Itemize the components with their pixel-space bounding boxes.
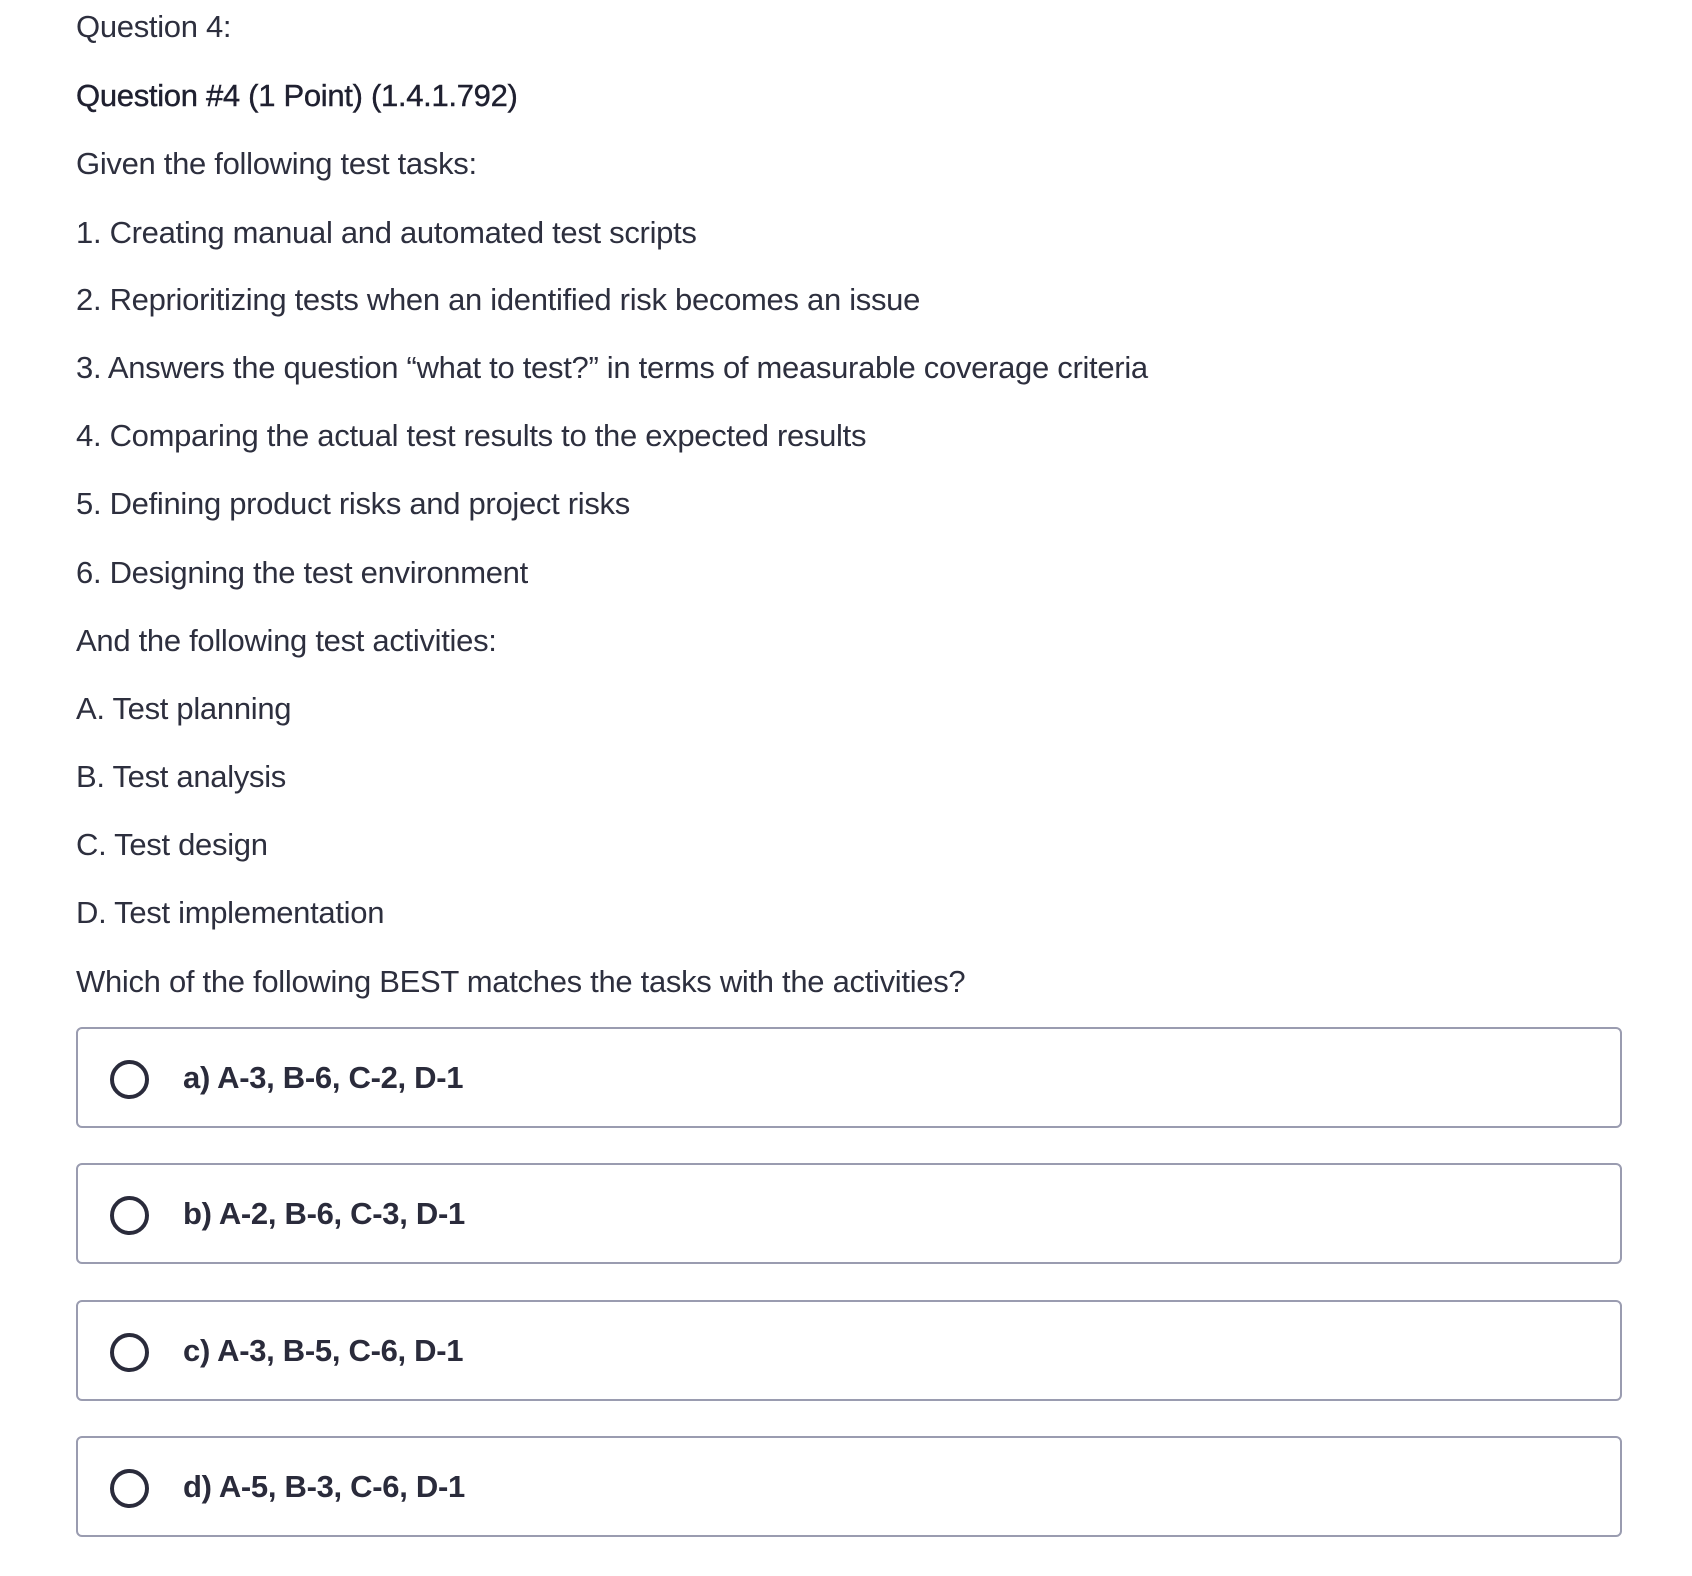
radio-unchecked-icon[interactable] <box>110 1469 149 1508</box>
task-item: 1. Creating manual and automated test scripts <box>76 215 697 250</box>
answer-option-label: b) A-2, B-6, C-3, D-1 <box>183 1196 465 1231</box>
answer-option-d[interactable] <box>76 1436 1622 1537</box>
answer-option-label: a) A-3, B-6, C-2, D-1 <box>183 1060 464 1095</box>
task-item: 6. Designing the test environment <box>76 555 528 590</box>
answer-option-b[interactable] <box>76 1163 1622 1264</box>
activities-intro: And the following test activities: <box>76 623 497 658</box>
answer-option-a[interactable] <box>76 1027 1622 1128</box>
task-item: 5. Defining product risks and project risks <box>76 486 630 521</box>
answer-option-c[interactable] <box>76 1300 1622 1401</box>
task-item: 2. Reprioritizing tests when an identified risk becomes an issue <box>76 282 921 317</box>
activity-item: D. Test implementation <box>76 895 385 930</box>
task-item: 3. Answers the question “what to test?” in terms of measurable coverage criteria <box>76 350 1148 385</box>
question-number-label: Question 4: <box>76 9 232 44</box>
radio-unchecked-icon[interactable] <box>110 1196 149 1235</box>
radio-unchecked-icon[interactable] <box>110 1333 149 1372</box>
answer-option-label: d) A-5, B-3, C-6, D-1 <box>183 1469 465 1504</box>
activity-item: A. Test planning <box>76 691 292 726</box>
task-item: 4. Comparing the actual test results to the expected results <box>76 418 867 453</box>
activity-item: B. Test analysis <box>76 759 287 794</box>
answer-option-label: c) A-3, B-5, C-6, D-1 <box>183 1333 464 1368</box>
tasks-intro: Given the following test tasks: <box>76 146 477 181</box>
activity-item: C. Test design <box>76 827 268 862</box>
question-text: Which of the following BEST matches the tasks with the activities? <box>76 964 966 999</box>
question-title: Question #4 (1 Point) (1.4.1.792) <box>76 78 518 113</box>
radio-unchecked-icon[interactable] <box>110 1060 149 1099</box>
